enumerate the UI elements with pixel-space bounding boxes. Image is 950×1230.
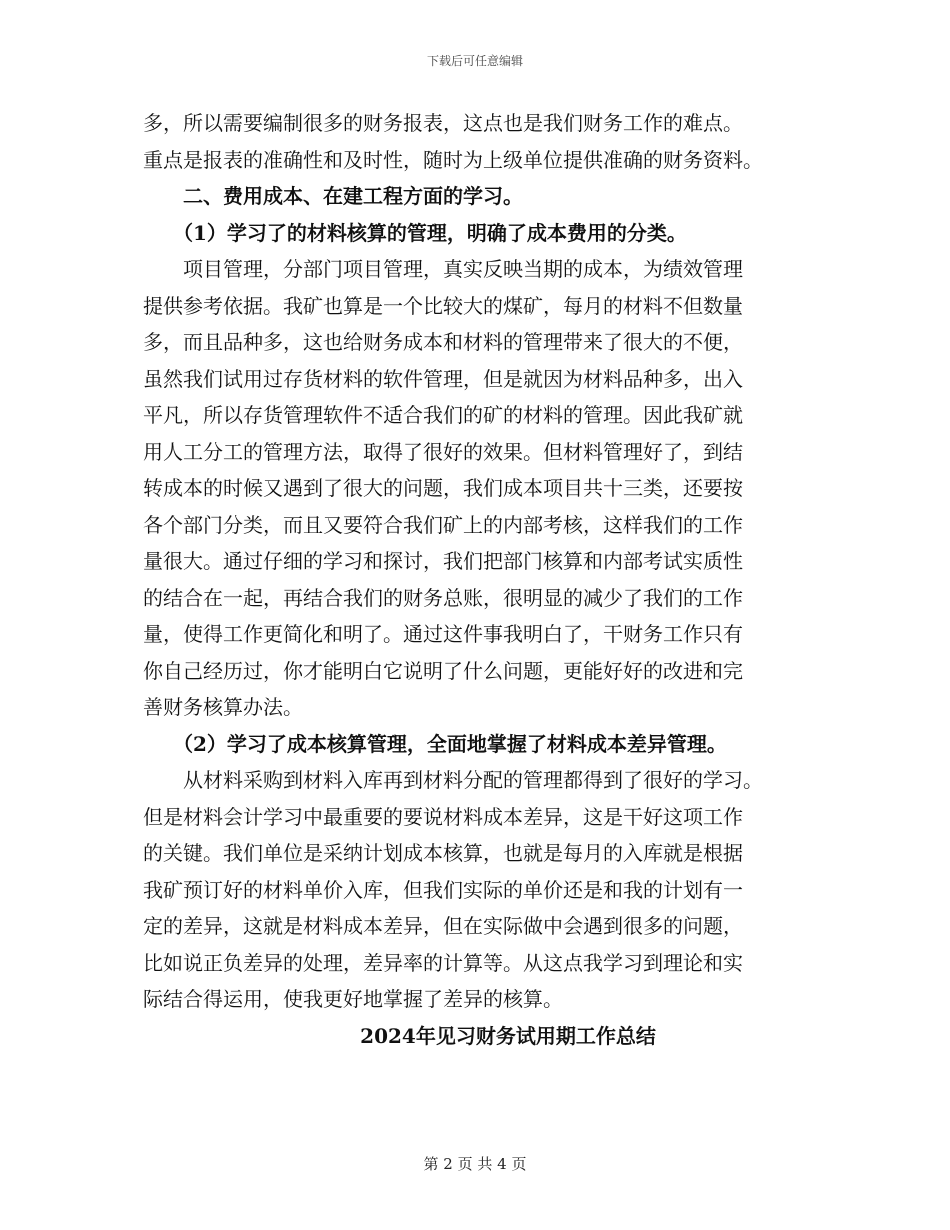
document-body [143,105,823,1054]
body-line: 比如说正负差异的处理，差异率的计算等。从这点我学习到理论和实 [143,950,743,975]
section-heading: 二、费用成本、在建工程方面的学习。 [183,184,523,208]
body-line: 的关键。我们单位是采纳计划成本核算，也就是每月的入库就是根据 [143,841,743,865]
body-line: 我矿预订好的材料单价入库，但我们实际的单价还是和我的计划有一 [143,877,743,902]
body-line: 转成本的时候又遇到了很大的问题，我们成本项目共十三类，还要按 [143,476,743,500]
body-line: 但是材料会计学习中最重要的要说材料成本差异，这是干好这项工作 [143,804,743,829]
body-line: 各个部门分类，而且又要符合我们矿上的内部考核，这样我们的工作 [143,512,743,537]
body-line: 平凡，所以存货管理软件不适合我们的矿的材料的管理。因此我矿就 [143,403,743,427]
body-line: 提供参考依据。我矿也算是一个比较大的煤矿，每月的材料不但数量 [143,293,743,318]
document-title: 2024年见习财务试用期工作总结 [360,1023,656,1048]
body-line: 多，所以需要编制很多的财务报表，这点也是我们财务工作的难点。 [143,111,743,135]
subsection-heading: （2）学习了成本核算管理，全面地掌握了材料成本差异管理。 [173,731,727,756]
subsection-heading: （1）学习了的材料核算的管理，明确了成本费用的分类。 [173,220,687,245]
body-line: 定的差异，这就是材料成本差异，但在实际做中会遇到很多的问题， [143,914,743,938]
body-line: 你自己经历过，你才能明白它说明了什么问题，更能好好的改进和完 [143,658,743,683]
body-line: 善财务核算办法。 [143,695,303,719]
body-line: 多，而且品种多，这也给财务成本和材料的管理带来了很大的不便， [143,330,743,354]
body-line: 从材料采购到材料入库再到材料分配的管理都得到了很好的学习。 [183,768,763,792]
body-line: 量很大。通过仔细的学习和探讨，我们把部门核算和内部考试实质性 [143,549,743,573]
page-footer: 第 2 页 共 4 页 [423,1155,527,1173]
body-line: 项目管理，分部门项目管理，真实反映当期的成本，为绩效管理 [183,257,743,281]
body-line: 的结合在一起，再结合我们的财务总账，很明显的减少了我们的工作 [143,585,743,610]
body-line: 重点是报表的准确性和及时性，随时为上级单位提供准确的财务资料。 [143,147,763,172]
body-line: 量，使得工作更简化和明了。通过这件事我明白了，干财务工作只有 [143,622,743,646]
body-line: 际结合得运用，使我更好地掌握了差异的核算。 [143,987,563,1011]
body-line: 虽然我们试用过存货材料的软件管理，但是就因为材料品种多，出入 [143,366,743,391]
body-line: 用人工分工的管理方法，取得了很好的效果。但材料管理好了，到结 [143,439,743,464]
page-header: 下载后可任意编辑 [426,54,523,68]
